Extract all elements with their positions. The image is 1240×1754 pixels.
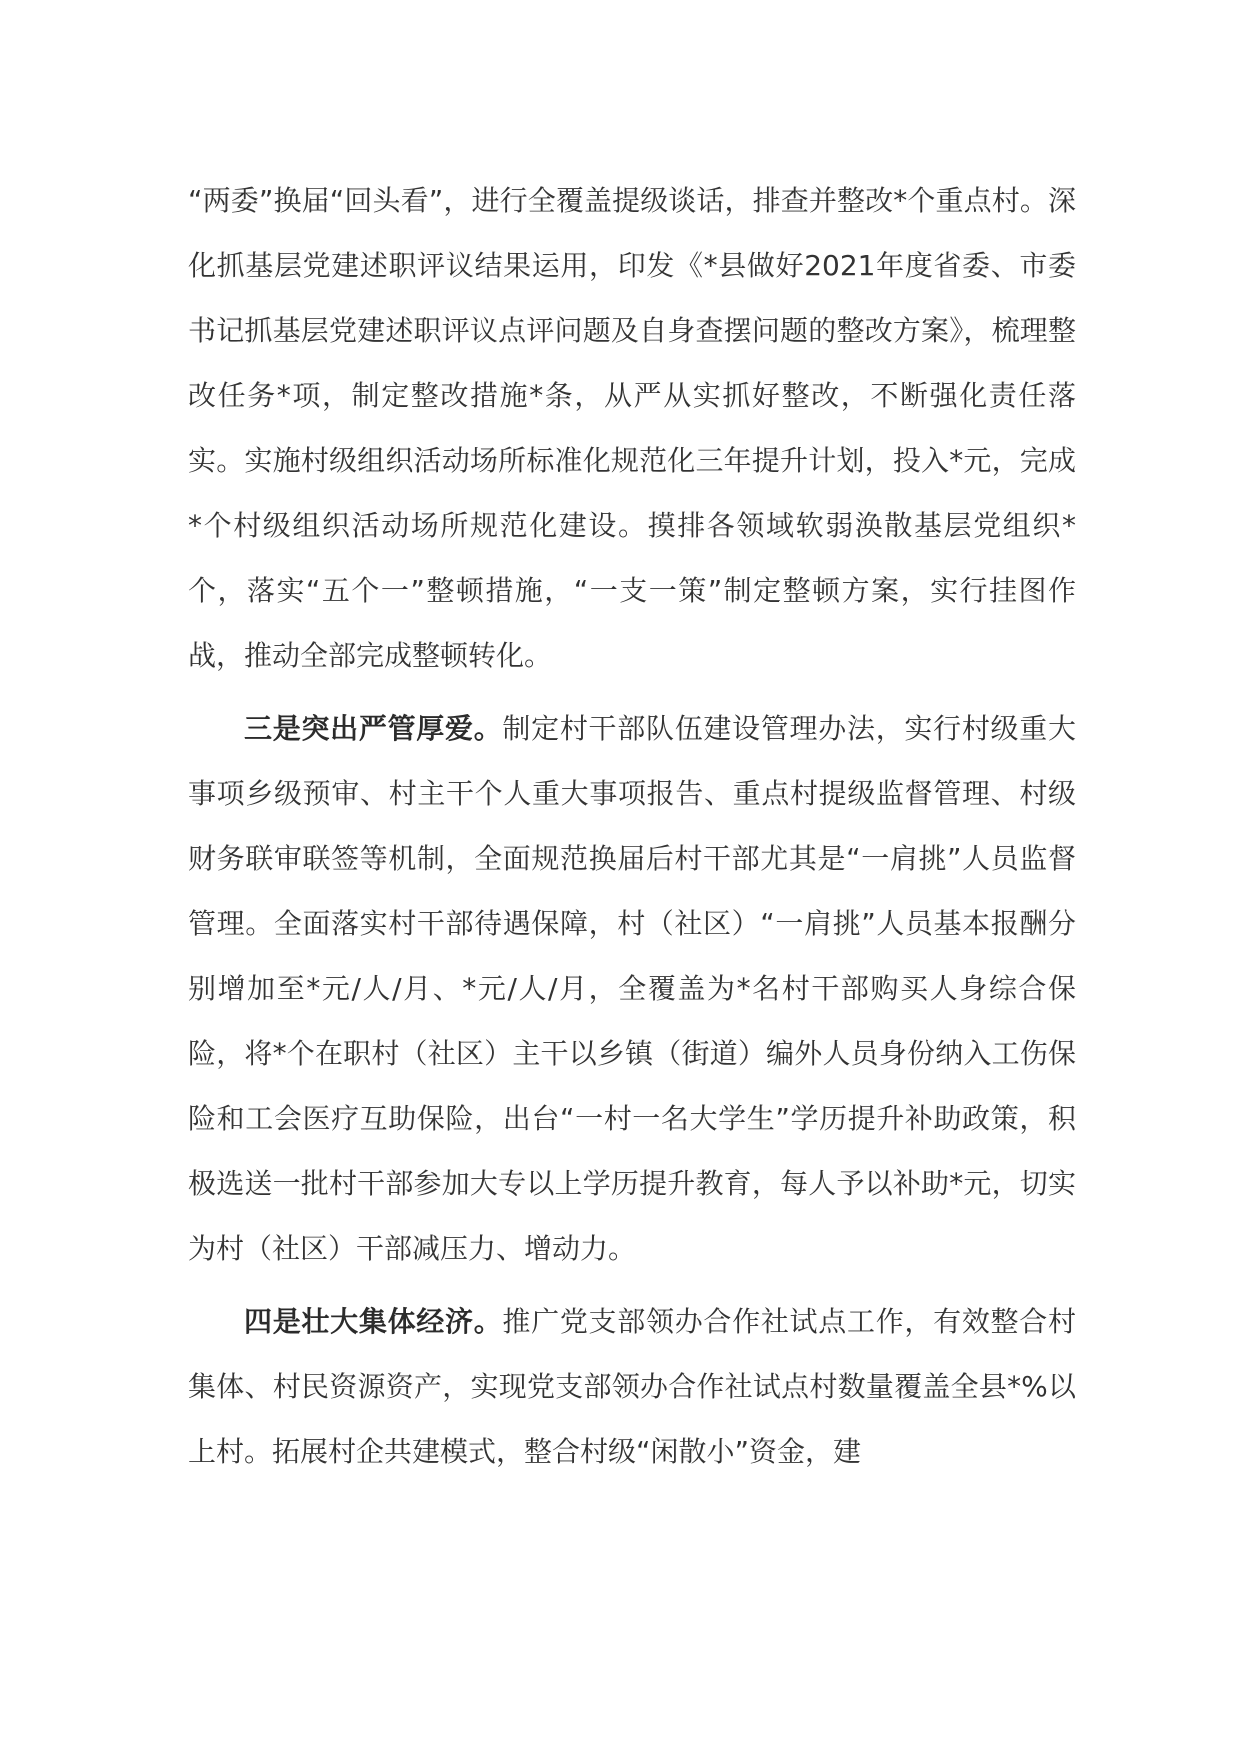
paragraph-strict-management: [188, 696, 1076, 1281]
paragraph-heading: 四是壮大集体经济。: [244, 1305, 503, 1338]
paragraph-continuation: [188, 168, 1076, 688]
paragraph-text: 推广党支部领办合作社试点工作，有效整合村集体、村民资源资产，实现党支部领办合作社试点村数量覆盖全县*%以上村。拓展村企共建模式，整合村级“闲散小”资金，建: [188, 1305, 1076, 1468]
paragraph-heading: 三是突出严管厚爱。: [244, 712, 503, 745]
paragraph-collective-economy: [188, 1289, 1076, 1484]
paragraph-text: 制定村干部队伍建设管理办法，实行村级重大事项乡级预审、村主干个人重大事项报告、重点村提级监督管理、村级财务联审联签等机制，全面规范换届后村干部尤其是“一肩挑”人员监督管理。全面落实村干部待遇保障，村（社区）“一肩挑”人员基本报酬分别增加至*元/人/月、*元/人/月，全覆盖为*名村干部购买人身综合保险，将*个在职村（社区）主干以乡镇（街道）编外人员身份纳入工伤保险和工会医疗互助保险，出台“一村一名大学生”学历提升补助政策，积极选送一批村干部参加大专以上学历提升教育，每人予以补助*元，切实为村（社区）干部减压力、增动力。: [188, 712, 1076, 1265]
document-page: [188, 168, 1076, 1484]
paragraph-text: “两委”换届“回头看”，进行全覆盖提级谈话，排查并整改*个重点村。深化抓基层党建述职评议结果运用，印发《*县做好2021年度省委、市委书记抓基层党建述职评议点评问题及自身查摆问题的整改方案》，梳理整改任务*项，制定整改措施*条，从严从实抓好整改，不断强化责任落实。实施村级组织活动场所标准化规范化三年提升计划，投入*元，完成*个村级组织活动场所规范化建设。摸排各领域软弱涣散基层党组织*个，落实“五个一”整顿措施，“一支一策”制定整顿方案，实行挂图作战，推动全部完成整顿转化。: [188, 184, 1076, 672]
